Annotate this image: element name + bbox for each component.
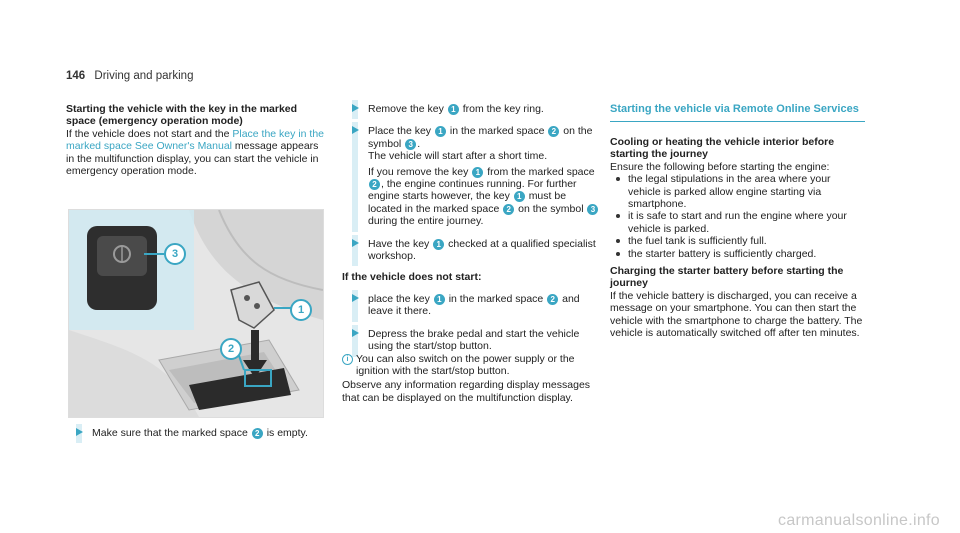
step-have-checked: Have the key 1 checked at a qualified specialist workshop.	[342, 238, 600, 263]
arrow-icon	[352, 329, 359, 337]
step-place-key-leave: place the key 1 in the marked space 2 and leave it there.	[342, 293, 600, 318]
arrow-icon	[352, 294, 359, 302]
left-step	[66, 427, 328, 439]
step-check-space: Make sure that the marked space 2 is empty.	[66, 427, 328, 439]
charging-text: If the vehicle battery is discharged, you can receive a message on your smartphone. You can then start the vehicle with the smartphone to charge the battery. The vehicle is automatically switched off after ten minutes.	[610, 289, 863, 340]
remote-section-title: Starting the vehicle via Remote Online Services	[610, 103, 859, 115]
arrow-icon	[352, 104, 359, 112]
section-rule	[610, 121, 865, 122]
arrow-icon	[352, 126, 359, 134]
watermark: carmanualsonline.info	[778, 511, 940, 529]
subheading-not-start: If the vehicle does not start:	[342, 271, 482, 284]
info-icon: i	[342, 354, 353, 365]
list-item: the fuel tank is sufficiently full.	[610, 235, 865, 247]
list-item: the legal stipulations in the area where your vehicle is parked allow engine starting via smartphone.	[610, 173, 865, 210]
ensure-text: Ensure the following before starting the engine:	[610, 160, 830, 173]
callout-1: 1	[290, 299, 312, 321]
page-number: 146	[66, 70, 86, 82]
message-link[interactable]: Place the key in the marked space See Owner's Manual	[66, 127, 324, 153]
section-name: Driving and parking	[94, 70, 194, 82]
list-item: the starter battery is sufficiently charged.	[610, 248, 865, 260]
page-header	[66, 70, 193, 82]
callout-3: 3	[164, 243, 186, 265]
arrow-icon	[352, 239, 359, 247]
illustration	[68, 209, 324, 418]
emergency-intro: If the vehicle does not start and the Place the key in the marked space See Owner's Manual message appears in the multifunction display, you can start the vehicle in emergency operation mode.	[66, 127, 324, 178]
callout-2: 2	[220, 338, 242, 360]
charging-heading: Charging the starter battery before starting the journey	[610, 265, 844, 290]
step-place-key: Place the key 1 in the marked space 2 on the symbol 3 . The vehicle will start after a short time. If you remove the key 1 from the marked space 2 , the engine continues running. For further engine starts however, the key 1 must be located in the marked space 2 on the symbol 3 during the entire journey.	[342, 125, 600, 227]
arrow-icon	[76, 428, 83, 436]
middle-column	[342, 103, 600, 404]
list-item: it is safe to start and run the engine where your vehicle is parked.	[610, 210, 865, 235]
console-illustration	[69, 210, 323, 417]
requirements-list	[610, 173, 865, 260]
right-column	[610, 103, 865, 340]
step-depress-brake: Depress the brake pedal and start the vehicle using the start/stop button.	[342, 328, 600, 353]
observe-text: Observe any information regarding display messages that can be displayed on the multifunction display.	[342, 379, 591, 404]
left-column	[66, 103, 328, 177]
info-note: i You can also switch on the power supply or the ignition with the start/stop button.	[342, 353, 600, 378]
cooling-heading: Cooling or heating the vehicle interior before starting the journey	[610, 136, 835, 161]
step-remove-key: Remove the key 1 from the key ring.	[342, 103, 600, 115]
emergency-heading: Starting the vehicle with the key in the marked space (emergency operation mode)	[66, 103, 298, 128]
